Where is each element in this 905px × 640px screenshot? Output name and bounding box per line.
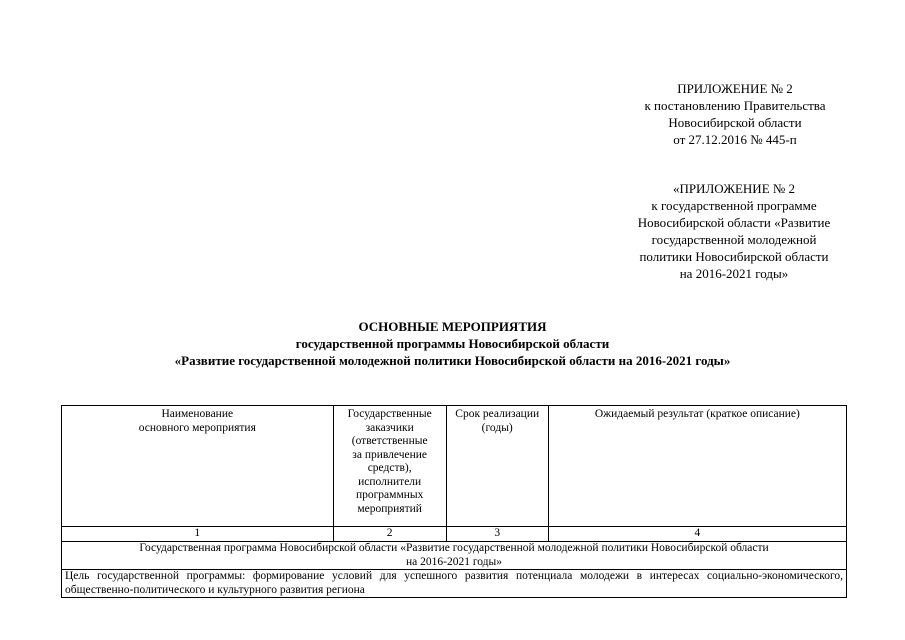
heading-title: ОСНОВНЫЕ МЕРОПРИЯТИЯ	[358, 319, 547, 334]
appendix-program-line: «ПРИЛОЖЕНИЕ № 2	[672, 181, 796, 196]
appendix-approval-line: к постановлению Правительства	[644, 98, 826, 113]
appendix-program-line: политики Новосибирской области	[639, 249, 829, 264]
header-activity-name: Наименование основного мероприятия	[62, 406, 334, 527]
main-activities-table	[61, 405, 847, 598]
header-expected-result: Ожидаемый результат (краткое описание)	[548, 406, 846, 527]
appendix-program-line: государственной молодежной	[651, 232, 817, 247]
column-number: 3	[446, 527, 548, 542]
appendix-approval-line: ПРИЛОЖЕНИЕ № 2	[677, 81, 793, 96]
appendix-program-line: Новосибирской области «Развитие	[637, 215, 831, 230]
appendix-approval-block	[600, 80, 870, 148]
column-number: 2	[333, 527, 446, 542]
table-header-row	[62, 406, 847, 527]
program-goal-cell: Цель государственной программы: формирование условий для успешного развития потенциала молодежи в интересах социально-экономического, общественно-политического и культурного развития региона	[62, 570, 847, 598]
appendix-program-line: на 2016-2021 годы»	[679, 266, 789, 281]
column-number-row	[62, 527, 847, 542]
heading-program-name: «Развитие государственной молодежной политики Новосибирской области на 2016-2021 годы»	[174, 353, 731, 368]
column-number: 4	[548, 527, 846, 542]
goal-row	[62, 570, 847, 598]
appendix-program-block	[598, 180, 870, 282]
program-title-cell: Государственная программа Новосибирской области «Развитие государственной молодежной политики Новосибирской области на 2016-2021 годы»	[62, 542, 847, 570]
header-customers: Государственные заказчики (ответственные за привлечение средств), исполнители программных мероприятий	[333, 406, 446, 527]
header-term: Срок реализации (годы)	[446, 406, 548, 527]
appendix-approval-line: от 27.12.2016 № 445-п	[673, 132, 797, 147]
column-number: 1	[62, 527, 334, 542]
heading-subtitle: государственной программы Новосибирской области	[295, 336, 610, 351]
appendix-approval-line: Новосибирской области	[668, 115, 802, 130]
program-row	[62, 542, 847, 570]
appendix-program-line: к государственной программе	[651, 198, 817, 213]
document-heading	[0, 318, 905, 369]
